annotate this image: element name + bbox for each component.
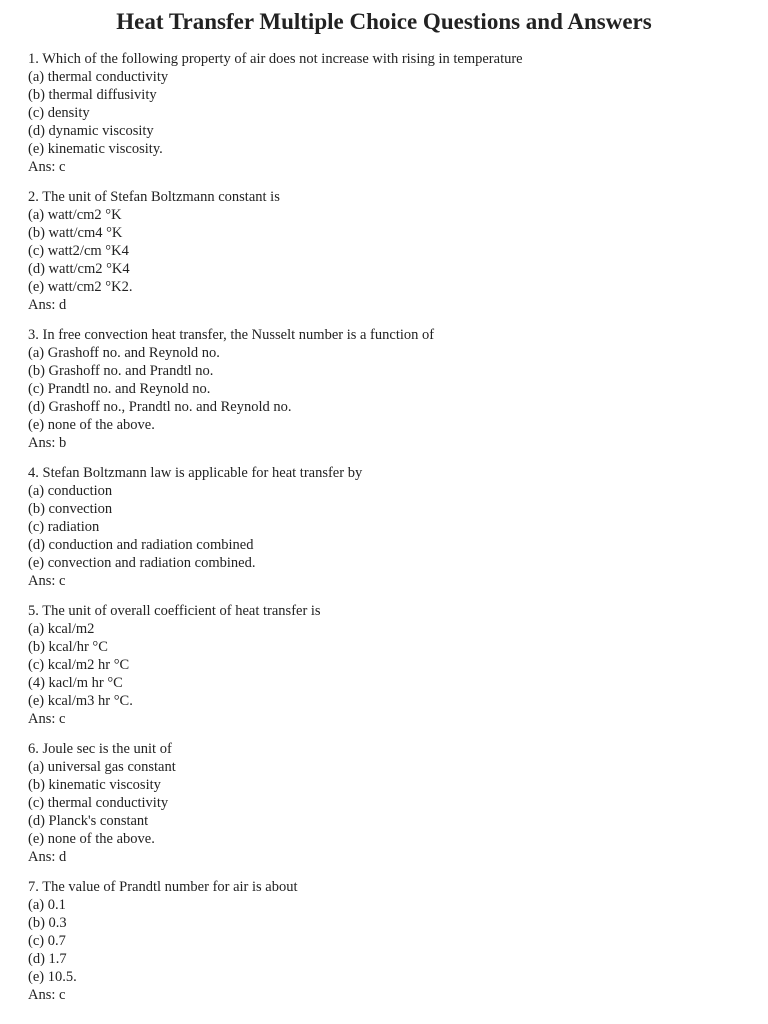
question-stem: 2. The unit of Stefan Boltzmann constant is	[28, 189, 280, 205]
answer-option: (a) conduction	[28, 483, 113, 499]
answer-option: (e) convection and radiation combined.	[28, 555, 256, 571]
answer-option: (b) thermal diffusivity	[28, 87, 157, 103]
answer-option: (b) 0.3	[28, 915, 67, 931]
answer-option: (b) convection	[28, 501, 113, 517]
answer-option: (d) dynamic viscosity	[28, 123, 154, 139]
question-block	[28, 878, 740, 1004]
answer-option: (c) watt2/cm °K4	[28, 243, 129, 259]
answer-key: Ans: d	[28, 849, 67, 865]
answer-option: (c) density	[28, 105, 90, 121]
answer-option: (e) kcal/m3 hr °C.	[28, 693, 133, 709]
answer-option: (e) watt/cm2 °K2.	[28, 279, 133, 295]
answer-key: Ans: b	[28, 435, 67, 451]
answer-option: (d) watt/cm2 °K4	[28, 261, 130, 277]
answer-option: (a) watt/cm2 °K	[28, 207, 122, 223]
answer-option: (b) Grashoff no. and Prandtl no.	[28, 363, 214, 379]
question-block	[28, 326, 740, 452]
answer-option: (e) none of the above.	[28, 417, 155, 433]
answer-option: (e) none of the above.	[28, 831, 155, 847]
answer-option: (b) kinematic viscosity	[28, 777, 161, 793]
question-stem: 4. Stefan Boltzmann law is applicable for heat transfer by	[28, 465, 363, 481]
answer-option: (a) kcal/m2	[28, 621, 95, 637]
answer-option: (a) thermal conductivity	[28, 69, 169, 85]
question-stem: 3. In free convection heat transfer, the Nusselt number is a function of	[28, 327, 435, 343]
answer-option: (e) 10.5.	[28, 969, 77, 985]
answer-key: Ans: d	[28, 297, 67, 313]
answer-option: (d) Planck's constant	[28, 813, 149, 829]
answer-option: (b) watt/cm4 °K	[28, 225, 123, 241]
question-stem: 5. The unit of overall coefficient of heat transfer is	[28, 603, 321, 619]
answer-option: (4) kacl/m hr °C	[28, 675, 123, 691]
question-stem: 1. Which of the following property of air does not increase with rising in temperature	[28, 51, 523, 67]
answer-option: (a) 0.1	[28, 897, 66, 913]
answer-option: (d) 1.7	[28, 951, 67, 967]
question-block	[28, 464, 740, 590]
answer-key: Ans: c	[28, 711, 66, 727]
question-block	[28, 740, 740, 866]
answer-option: (e) kinematic viscosity.	[28, 141, 163, 157]
question-block	[28, 50, 740, 176]
answer-option: (c) radiation	[28, 519, 100, 535]
answer-option: (c) kcal/m2 hr °C	[28, 657, 130, 673]
answer-key: Ans: c	[28, 159, 66, 175]
answer-option: (c) 0.7	[28, 933, 66, 949]
answer-option: (a) universal gas constant	[28, 759, 176, 775]
answer-option: (d) conduction and radiation combined	[28, 537, 254, 553]
answer-option: (a) Grashoff no. and Reynold no.	[28, 345, 220, 361]
answer-option: (c) Prandtl no. and Reynold no.	[28, 381, 211, 397]
answer-option: (d) Grashoff no., Prandtl no. and Reynold no.	[28, 399, 292, 415]
question-block	[28, 602, 740, 728]
answer-option: (c) thermal conductivity	[28, 795, 169, 811]
answer-key: Ans: c	[28, 573, 66, 589]
answer-option: (b) kcal/hr °C	[28, 639, 108, 655]
question-block	[28, 188, 740, 314]
page-title: Heat Transfer Multiple Choice Questions and Answers	[116, 9, 652, 34]
answer-key: Ans: c	[28, 987, 66, 1003]
question-stem: 7. The value of Prandtl number for air is about	[28, 879, 298, 895]
question-stem: 6. Joule sec is the unit of	[28, 741, 172, 757]
